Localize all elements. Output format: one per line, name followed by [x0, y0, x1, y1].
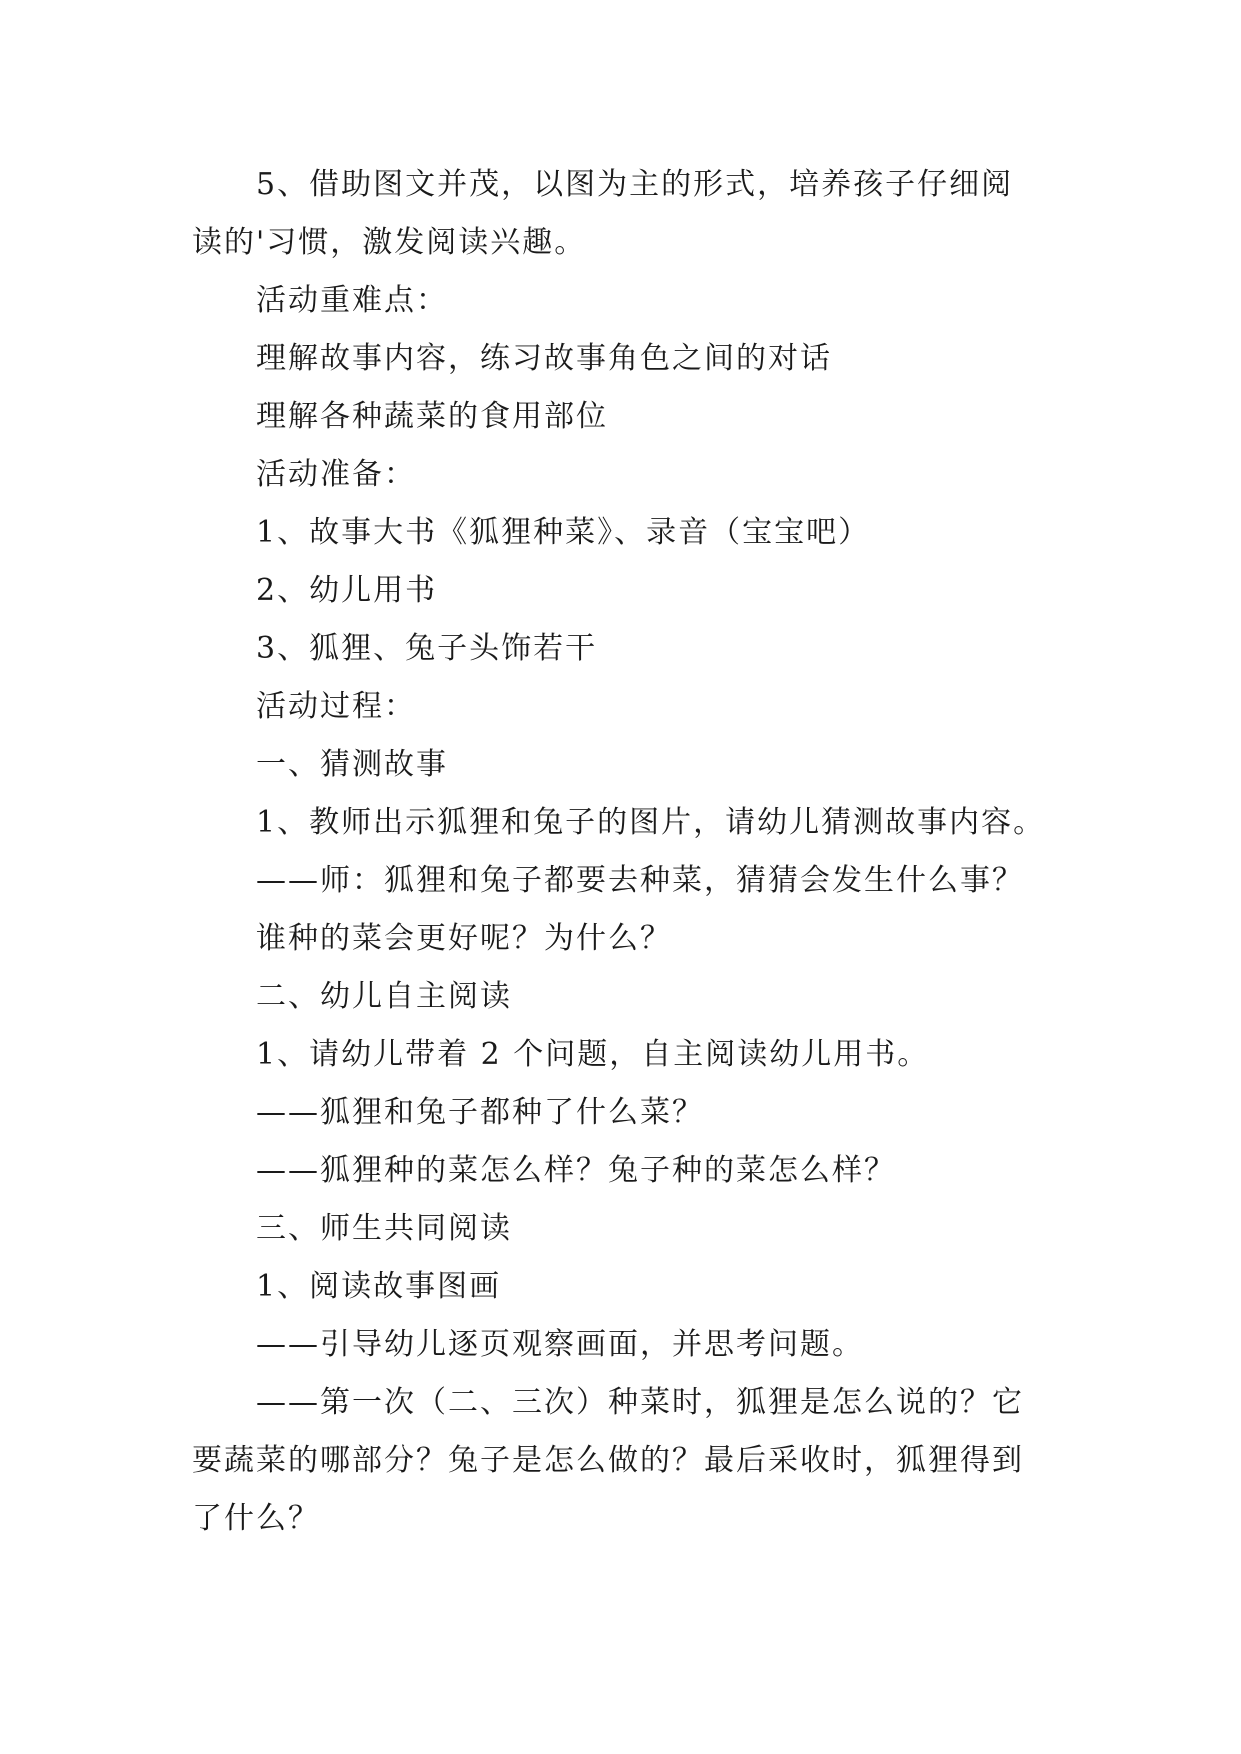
- section-heading: 活动过程：: [256, 689, 416, 724]
- subsection-heading: 二、幼儿自主阅读: [256, 979, 512, 1014]
- list-item: 1、阅读故事图画: [256, 1269, 502, 1304]
- dialogue-line: ——狐狸种的菜怎么样？兔子种的菜怎么样？: [256, 1153, 896, 1188]
- dialogue-line: ——第一次（二、三次）种菜时，狐狸是怎么说的？它: [256, 1385, 1024, 1420]
- dialogue-line: ——师：狐狸和兔子都要去种菜，猜猜会发生什么事？: [256, 863, 1024, 898]
- list-item: 3、狐狸、兔子头饰若干: [256, 631, 598, 666]
- dialogue-line: 谁种的菜会更好呢？为什么？: [256, 921, 672, 956]
- paragraph-line: 了什么？: [192, 1501, 320, 1536]
- paragraph-line: 读的'习惯，激发阅读兴趣。: [192, 225, 587, 260]
- paragraph-line: 理解故事内容，练习故事角色之间的对话: [256, 341, 832, 376]
- subsection-heading: 三、师生共同阅读: [256, 1211, 512, 1246]
- list-item: 1、教师出示狐狸和兔子的图片，请幼儿猜测故事内容。: [256, 805, 1046, 840]
- dialogue-line: ——狐狸和兔子都种了什么菜？: [256, 1095, 704, 1130]
- section-heading: 活动准备：: [256, 457, 416, 492]
- list-item: 2、幼儿用书: [256, 573, 438, 608]
- list-item: 1、故事大书《狐狸种菜》、录音（宝宝吧）: [256, 515, 871, 550]
- paragraph-line: 要蔬菜的哪部分？兔子是怎么做的？最后采收时，狐狸得到: [192, 1443, 1024, 1478]
- section-heading: 活动重难点：: [256, 283, 448, 318]
- paragraph-line: 理解各种蔬菜的食用部位: [256, 399, 608, 434]
- document-body: [192, 156, 1072, 1548]
- subsection-heading: 一、猜测故事: [256, 747, 448, 782]
- dialogue-line: ——引导幼儿逐页观察画面，并思考问题。: [256, 1327, 864, 1362]
- list-item: 1、请幼儿带着 2 个问题，自主阅读幼儿用书。: [256, 1037, 930, 1072]
- paragraph-line: 5、借助图文并茂，以图为主的形式，培养孩子仔细阅: [256, 167, 1014, 202]
